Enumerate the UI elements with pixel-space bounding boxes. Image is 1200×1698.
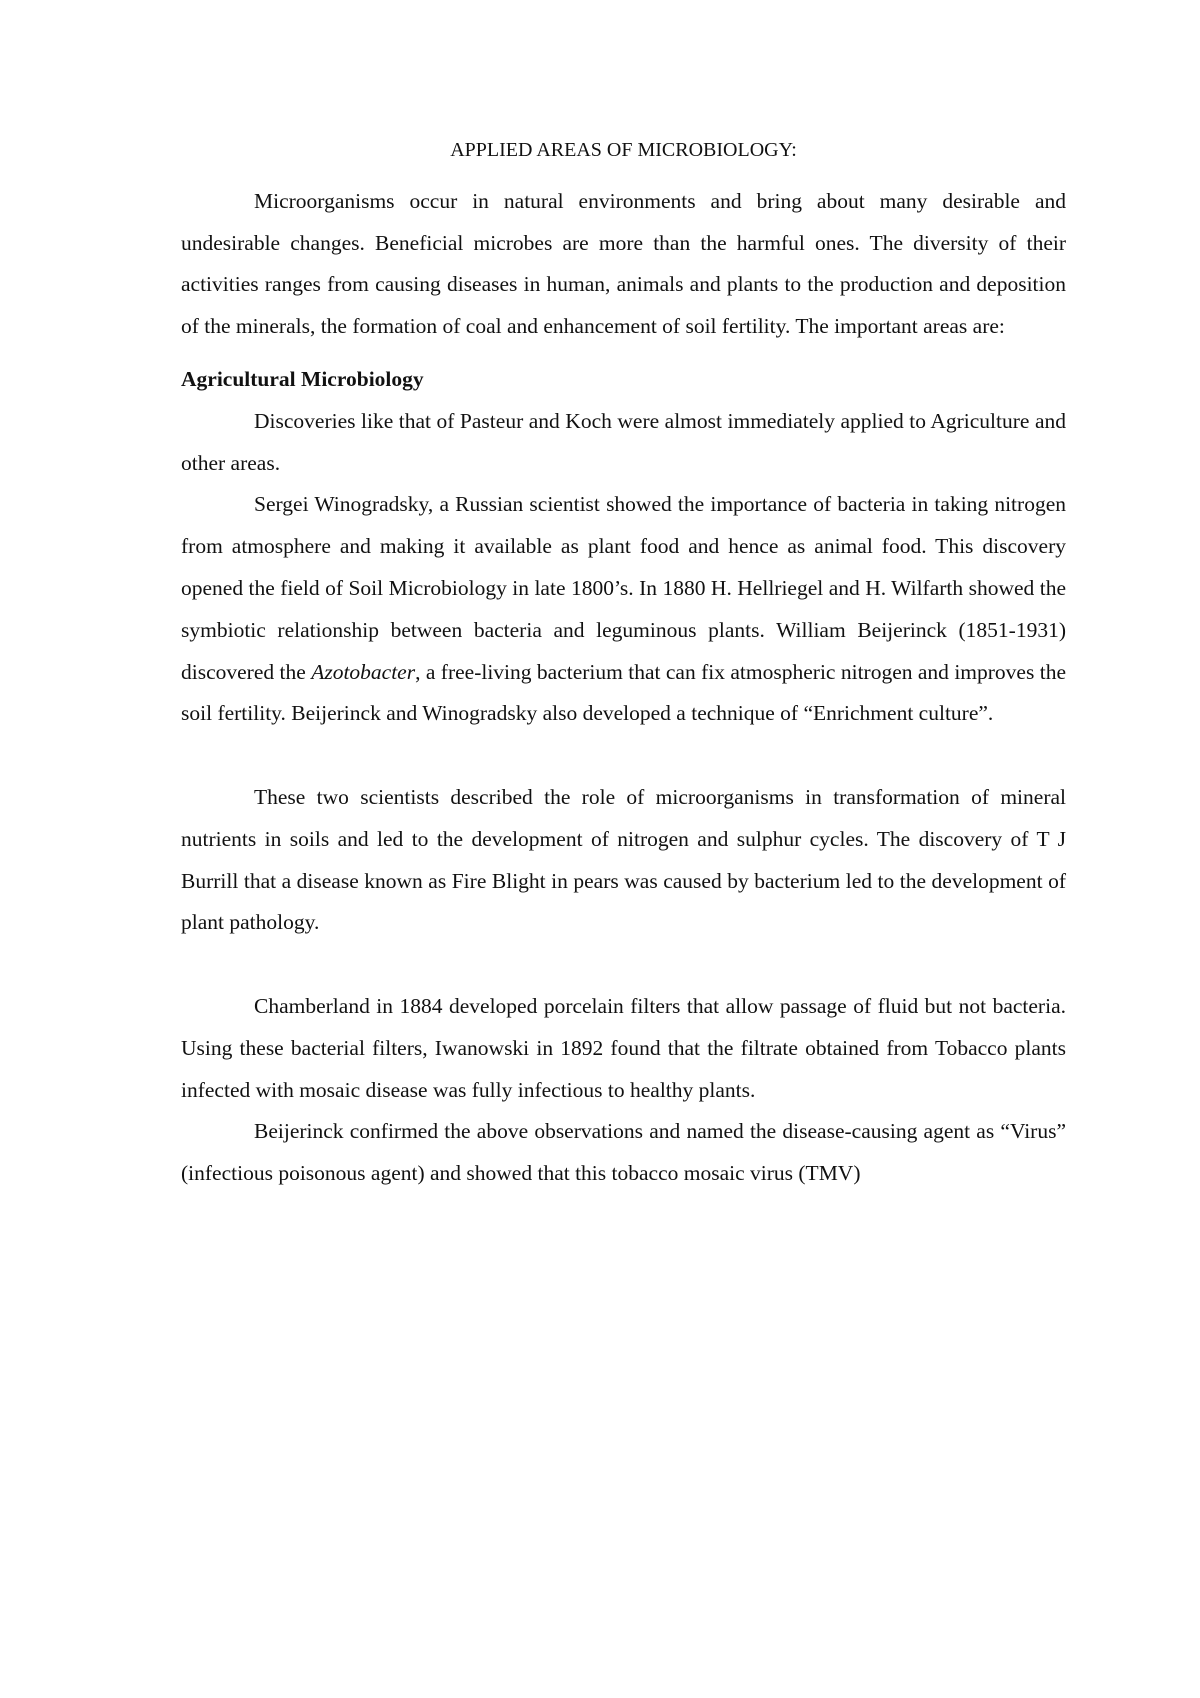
paragraph-winogradsky-text-1: Sergei Winogradsky, a Russian scientist showed the importance of bacteria in taking nitrogen from atmosphere and making it available as plant food and hence as animal food. This discovery opened the field of Soil Microbiology in late 1800’s. In 1880 H. Hellriegel and H. Wilfarth showed the symbiotic relationship between bacteria and leguminous plants. William Beijerinck (1851-1931) discovered the <box>181 492 1066 684</box>
paragraph-beijerinck-virus: Beijerinck confirmed the above observations and named the disease-causing agent as “Virus” (infectious poisonous agent) and showed that this tobacco mosaic virus (TMV) <box>181 1119 1066 1186</box>
azotobacter-term: Azotobacter <box>311 659 416 684</box>
page-title: APPLIED AREAS OF MICROBIOLOGY: <box>450 139 797 161</box>
paragraph-two-scientists: These two scientists described the role of microorganisms in transformation of mineral nutrients in soils and led to the development of nitrogen and sulphur cycles. The discovery of T J Burrill that a disease known as Fire Blight in pears was caused by bacterium led to the development of plant pathology. <box>181 784 1066 935</box>
paragraph-chamberland: Chamberland in 1884 developed porcelain filters that allow passage of fluid but not bacteria. Using these bacterial filters, Iwanowski in 1892 found that the filtrate obtained from Tobacco plants infected with mosaic disease was fully infectious to healthy plants. <box>181 993 1066 1102</box>
paragraph-winogradsky-text-2: , a free-living bacterium that can fix atmospheric nitrogen and improves the soil fertility. Beijerinck and Winogradsky also developed a technique of “Enrichment culture”. <box>181 659 1066 726</box>
section-heading: Agricultural Microbiology <box>181 366 424 391</box>
document-body <box>181 130 1066 1195</box>
paragraph-discoveries: Discoveries like that of Pasteur and Koch were almost immediately applied to Agriculture and other areas. <box>181 408 1066 475</box>
intro-paragraph: Microorganisms occur in natural environments and bring about many desirable and undesirable changes. Beneficial microbes are more than the harmful ones. The diversity of their activities ranges from causing diseases in human, animals and plants to the production and deposition of the minerals, the formation of coal and enhancement of soil fertility. The important areas are: <box>181 188 1066 339</box>
paragraph-winogradsky <box>181 484 1066 735</box>
